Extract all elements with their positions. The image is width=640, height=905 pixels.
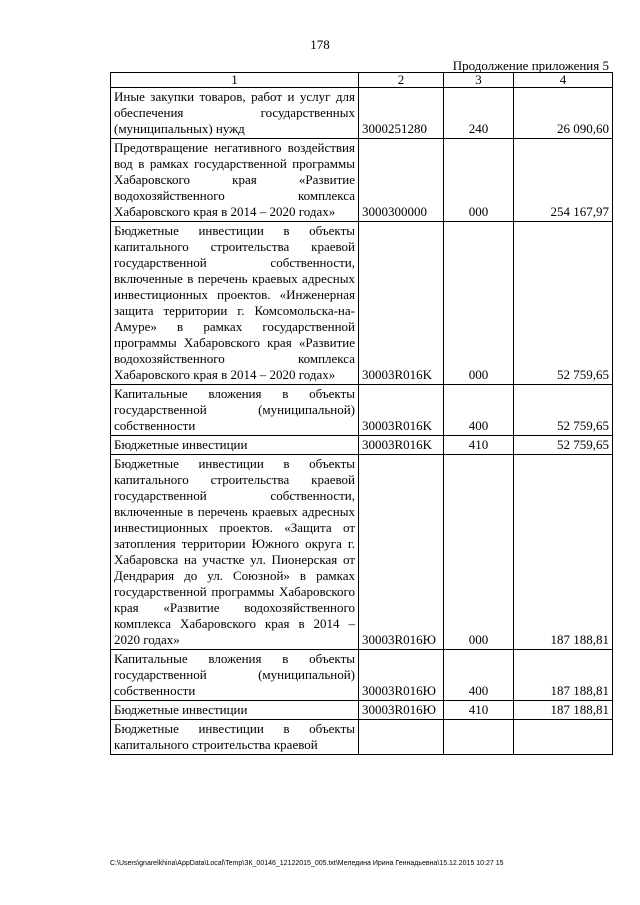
row-type-cell: 000 (444, 455, 514, 650)
row-amount-cell: 26 090,60 (514, 88, 613, 139)
row-code-cell: 3000300000 (359, 139, 444, 222)
row-type-cell (444, 720, 514, 755)
row-amount-cell: 52 759,65 (514, 436, 613, 455)
row-code-cell: 30003R016K (359, 385, 444, 436)
row-type-cell: 400 (444, 650, 514, 701)
row-name-cell: Бюджетные инвестиции в объекты капитального строительства краевой государственной собственности, включенные в перечень краевых адресных инвестиционных проектов. «Инженерная защита территории г. Комсомольска-на-Амуре» в рамках государственной программы Хабаровского края «Развитие водохозяйственного комплекса Хабаровского края в 2014 – 2020 годах» (111, 222, 359, 385)
row-code-cell: 30003R016K (359, 436, 444, 455)
row-name-cell: Иные закупки товаров, работ и услуг для обеспечения государственных (муниципальных) нужд (111, 88, 359, 139)
column-header: 2 (359, 73, 444, 88)
row-name-cell: Бюджетные инвестиции в объекты капитального строительства краевой (111, 720, 359, 755)
row-type-cell: 410 (444, 701, 514, 720)
table-row (111, 139, 613, 222)
row-name-cell: Капитальные вложения в объекты государственной (муниципальной) собственности (111, 385, 359, 436)
table-row (111, 650, 613, 701)
row-amount-cell: 187 188,81 (514, 650, 613, 701)
row-type-cell: 410 (444, 436, 514, 455)
table-row (111, 436, 613, 455)
row-code-cell (359, 720, 444, 755)
row-code-cell: 3000251280 (359, 88, 444, 139)
row-amount-cell: 187 188,81 (514, 701, 613, 720)
row-amount-cell: 52 759,65 (514, 222, 613, 385)
row-code-cell: 30003R016Ю (359, 701, 444, 720)
table-row (111, 455, 613, 650)
page-number: 178 (310, 37, 330, 52)
file-path-footer: C:\Users\gnarelkhina\AppData\Local\Temp\ЗК_00146_12122015_005.txt\Меледина Ирина Геннадьевна\15.12.2015 10:27 15 (110, 860, 504, 867)
row-amount-cell: 52 759,65 (514, 385, 613, 436)
row-code-cell: 30003R016Ю (359, 455, 444, 650)
row-amount-cell: 187 188,81 (514, 455, 613, 650)
table-row (111, 720, 613, 755)
row-name-cell: Бюджетные инвестиции (111, 436, 359, 455)
budget-table (110, 72, 613, 755)
row-amount-cell (514, 720, 613, 755)
row-type-cell: 000 (444, 139, 514, 222)
row-amount-cell: 254 167,97 (514, 139, 613, 222)
column-header: 4 (514, 73, 613, 88)
row-type-cell: 000 (444, 222, 514, 385)
column-header: 3 (444, 73, 514, 88)
table-row (111, 701, 613, 720)
continuation-label: Продолжение приложения 5 (452, 58, 609, 73)
row-name-cell: Бюджетные инвестиции в объекты капитального строительства краевой государственной собственности, включенные в перечень краевых адресных инвестиционных проектов. «Защита от затопления территории Южного округа г. Хабаровска на участке ул. Пионерская от Дендрария до ул. Союзной» в рамках государственной программы Хабаровского края «Развитие водохозяйственного комплекса Хабаровского края в 2014 – 2020 годах» (111, 455, 359, 650)
row-code-cell: 30003R016Ю (359, 650, 444, 701)
row-name-cell: Предотвращение негативного воздействия вод в рамках государственной программы Хабаровского края «Развитие водохозяйственного комплекса Хабаровского края в 2014 – 2020 годах» (111, 139, 359, 222)
row-name-cell: Капитальные вложения в объекты государственной (муниципальной) собственности (111, 650, 359, 701)
row-name-cell: Бюджетные инвестиции (111, 701, 359, 720)
row-type-cell: 240 (444, 88, 514, 139)
table-header-row (111, 73, 613, 88)
column-header: 1 (111, 73, 359, 88)
row-type-cell: 400 (444, 385, 514, 436)
table-row (111, 385, 613, 436)
row-code-cell: 30003R016K (359, 222, 444, 385)
table-row (111, 88, 613, 139)
table-row (111, 222, 613, 385)
